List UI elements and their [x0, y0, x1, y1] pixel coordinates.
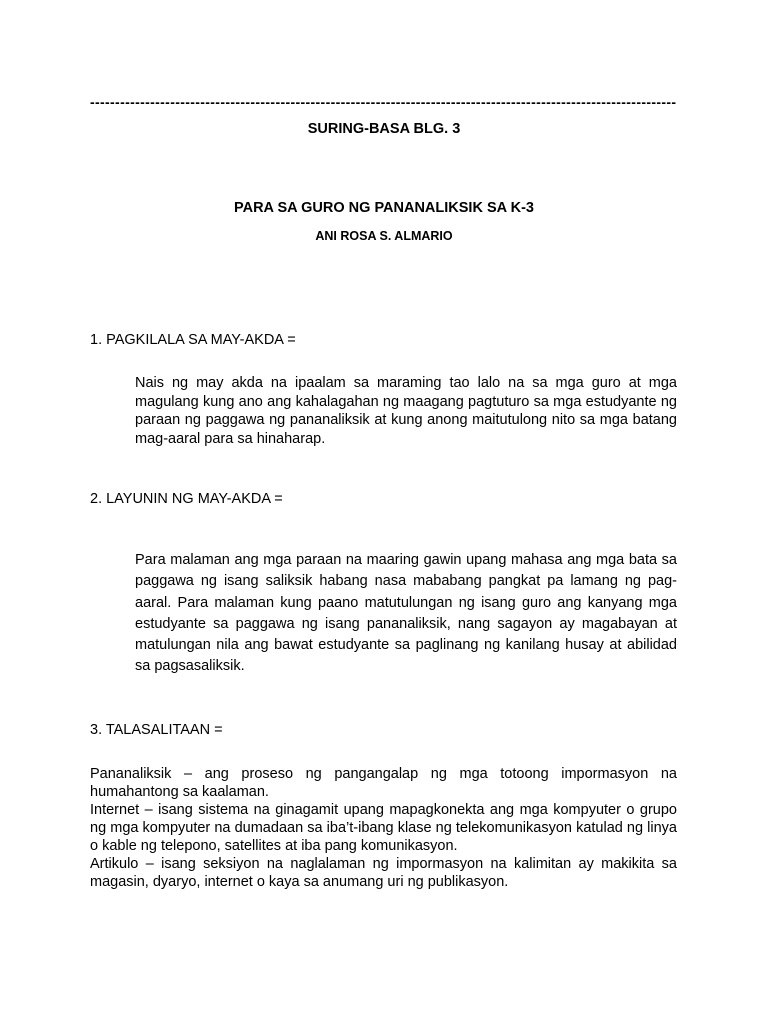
- glossary-item-internet: Internet – isang sistema na ginagamit upang mapagkonekta ang mga kompyuter o grupo ng mga kompyuter na dumadaan sa iba’t-ibang klase ng telekomunikasyon katulad ng linya o kable ng telepono, satellites at iba pang komunikasyon.: [90, 802, 677, 854]
- section-heading-layunin: 2. LAYUNIN NG MAY-AKDA =: [90, 491, 283, 507]
- section-heading-pagkilala: 1. PAGKILALA SA MAY-AKDA =: [90, 332, 296, 348]
- dashed-separator: ---------------------------------------------------------------------------------------------------------------------: [90, 94, 677, 110]
- glossary-list: [90, 765, 677, 891]
- article-title: PARA SA GURO NG PANANALIKSIK SA K-3: [234, 200, 534, 216]
- glossary-item-artikulo: Artikulo – isang seksiyon na naglalaman ng impormasyon na kalimitan ay makikita sa magasin, dyaryo, internet o kaya sa anumang uri ng publikasyon.: [90, 856, 677, 890]
- section-body-layunin: Para malaman ang mga paraan na maaring gawin upang mahasa ang mga bata sa paggawa ng isang saliksik habang nasa mababang pangkat pa lamang ng pag-aaral. Para malaman kung paano matutulungan ng isang guro ang kanyang mga estudyante sa paggawa ng isang pananaliksik, nang sagayon ay magabayan at matulungan nila ang bawat estudyante sa paglinang ng kanilang husay at abilidad sa pagsasaliksik.: [135, 552, 677, 675]
- series-title: SURING-BASA BLG. 3: [307, 121, 461, 137]
- author-line: ANI ROSA S. ALMARIO: [315, 229, 453, 243]
- glossary-item-pananaliksik: Pananaliksik – ang proseso ng pangangalap ng mga totoong impormasyon na humahantong sa kaalaman.: [90, 766, 677, 800]
- section-heading-talasalitaan: 3. TALASALITAAN =: [90, 722, 223, 738]
- section-body-pagkilala: Nais ng may akda na ipaalam sa maraming tao lalo na sa mga guro at mga magulang kung ano ang kahalagahan ng maagang pagtuturo sa mga estudyante ng paraan ng paggawa ng pananaliksik at kung anong maitutulong nito sa mga batang mag-aaral para sa hinaharap.: [135, 375, 677, 447]
